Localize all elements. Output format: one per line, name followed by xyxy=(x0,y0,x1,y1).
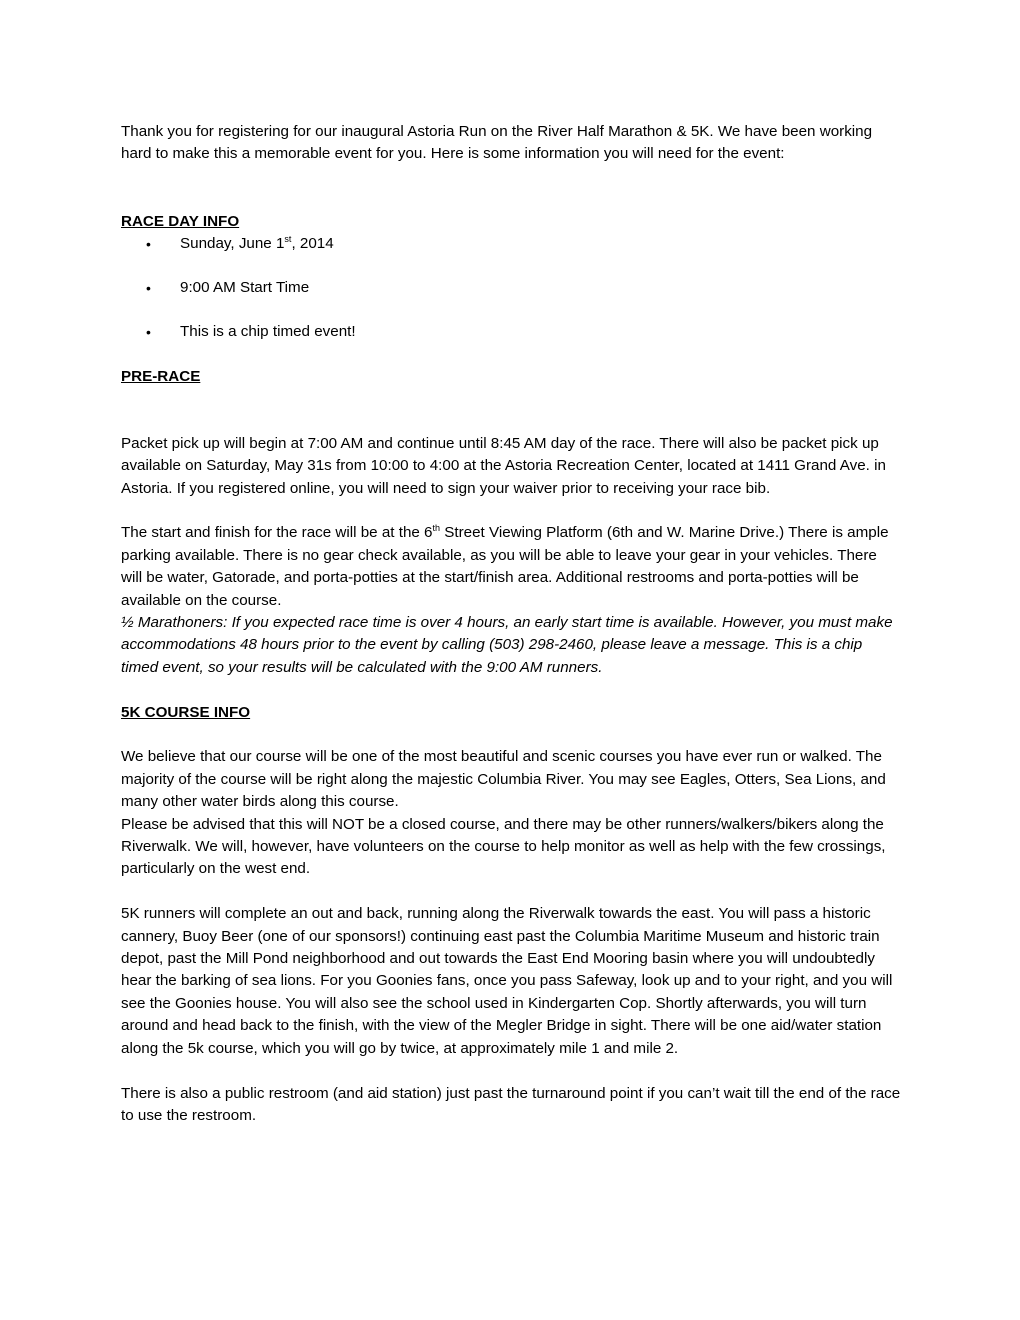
bullet-icon: • xyxy=(146,236,151,252)
start-finish-text: The start and finish for the race will be at the 6 xyxy=(121,524,433,542)
packet-pickup-paragraph: Packet pick up will begin at 7:00 AM and continue until 8:45 AM day of the race. There will also be packet pick up available on Saturday, May 31s from 10:00 to 4:00 at the Astoria Recreation Center, located at 1411 Grand Ave. in Astoria. If you registered online, you will need to sign your waiver prior to receiving your race bib. xyxy=(121,434,886,497)
spacer xyxy=(121,343,901,365)
document-page xyxy=(121,121,901,1127)
spacer xyxy=(121,188,901,210)
bullet-icon: • xyxy=(146,279,151,296)
spacer xyxy=(121,388,901,410)
street-ordinal: th xyxy=(432,523,441,534)
spacer xyxy=(121,724,901,746)
date-text: Sunday, June 1 xyxy=(180,235,285,252)
bullet-icon: • xyxy=(146,323,151,340)
start-time-text: 9:00 AM Start Time xyxy=(180,278,310,296)
spacer xyxy=(121,881,901,903)
pre-race-heading: PRE-RACE xyxy=(121,367,201,385)
spacer xyxy=(121,1060,901,1082)
start-finish-rest: Street Viewing Platform (6th and W. Marine Drive.) There is ample parking available. There is no gear check available, as you will be able to leave your gear in your vehicles. There will be water, Gatorade, and porta-potties at the start/finish area. Additional restrooms and porta-potties will be available on the course. xyxy=(121,524,889,609)
spacer xyxy=(121,500,901,522)
race-day-heading: RACE DAY INFO xyxy=(121,212,240,230)
spacer xyxy=(121,410,901,432)
spacer xyxy=(121,679,901,701)
date-year: , 2014 xyxy=(291,235,334,252)
list-item-chip xyxy=(121,321,901,343)
spacer xyxy=(121,166,901,188)
start-finish-paragraph xyxy=(121,522,901,612)
list-item-start-time xyxy=(121,277,901,299)
course-paragraph-restroom: There is also a public restroom (and aid station) just past the turnaround point if you can’t wait till the end of the race to use the restroom. xyxy=(121,1084,901,1124)
intro-paragraph: Thank you for registering for our inaugural Astoria Run on the River Half Marathon & 5K. We have been working hard to make this a memorable event for you. Here is some information you will need for the event: xyxy=(121,123,873,163)
course-heading: 5K COURSE INFO xyxy=(121,703,251,721)
race-day-list xyxy=(121,233,901,343)
half-marathon-note: ½ Marathoners: If you expected race time is over 4 hours, an early start time is available. However, you must make accommodations 48 hours prior to the event by calling (503) 298-2460, please leave a message. This is a chip timed event, so your results will be calculated with the 9:00 AM runners. xyxy=(121,614,893,676)
course-paragraph-advisory: Please be advised that this will NOT be a closed course, and there may be other runners/walkers/bikers along the Riverwalk. We will, however, have volunteers on the course to help monitor as well as help with the few crossings, particularly on the west end. xyxy=(121,815,886,878)
chip-text: This is a chip timed event! xyxy=(180,322,356,340)
date-ordinal: st xyxy=(284,234,292,244)
list-item-date xyxy=(121,233,901,255)
course-paragraph-scenic: We believe that our course will be one of the most beautiful and scenic courses you have ever run or walked. The majority of the course will be right along the majestic Columbia River. You may see Eagles, Otters, Sea Lions, and many other water birds along this course. xyxy=(121,748,886,811)
course-paragraph-route: 5K runners will complete an out and back, running along the Riverwalk towards the east. You will pass a historic cannery, Buoy Beer (one of our sponsors!) continuing east past the Columbia Maritime Museum and historic train depot, past the Mill Pond neighborhood and out towards the East End Mooring basin where you will undoubtedly hear the barking of sea lions. For you Goonies fans, once you pass Safeway, look up and to your right, and you will see the Goonies house. You will also see the school used in Kindergarten Cop. Shortly afterwards, you will turn around and head back to the finish, with the view of the Megler Bridge in sight. There will be one aid/water station along the 5k course, which you will go by twice, at approximately mile 1 and mile 2. xyxy=(121,905,893,1057)
